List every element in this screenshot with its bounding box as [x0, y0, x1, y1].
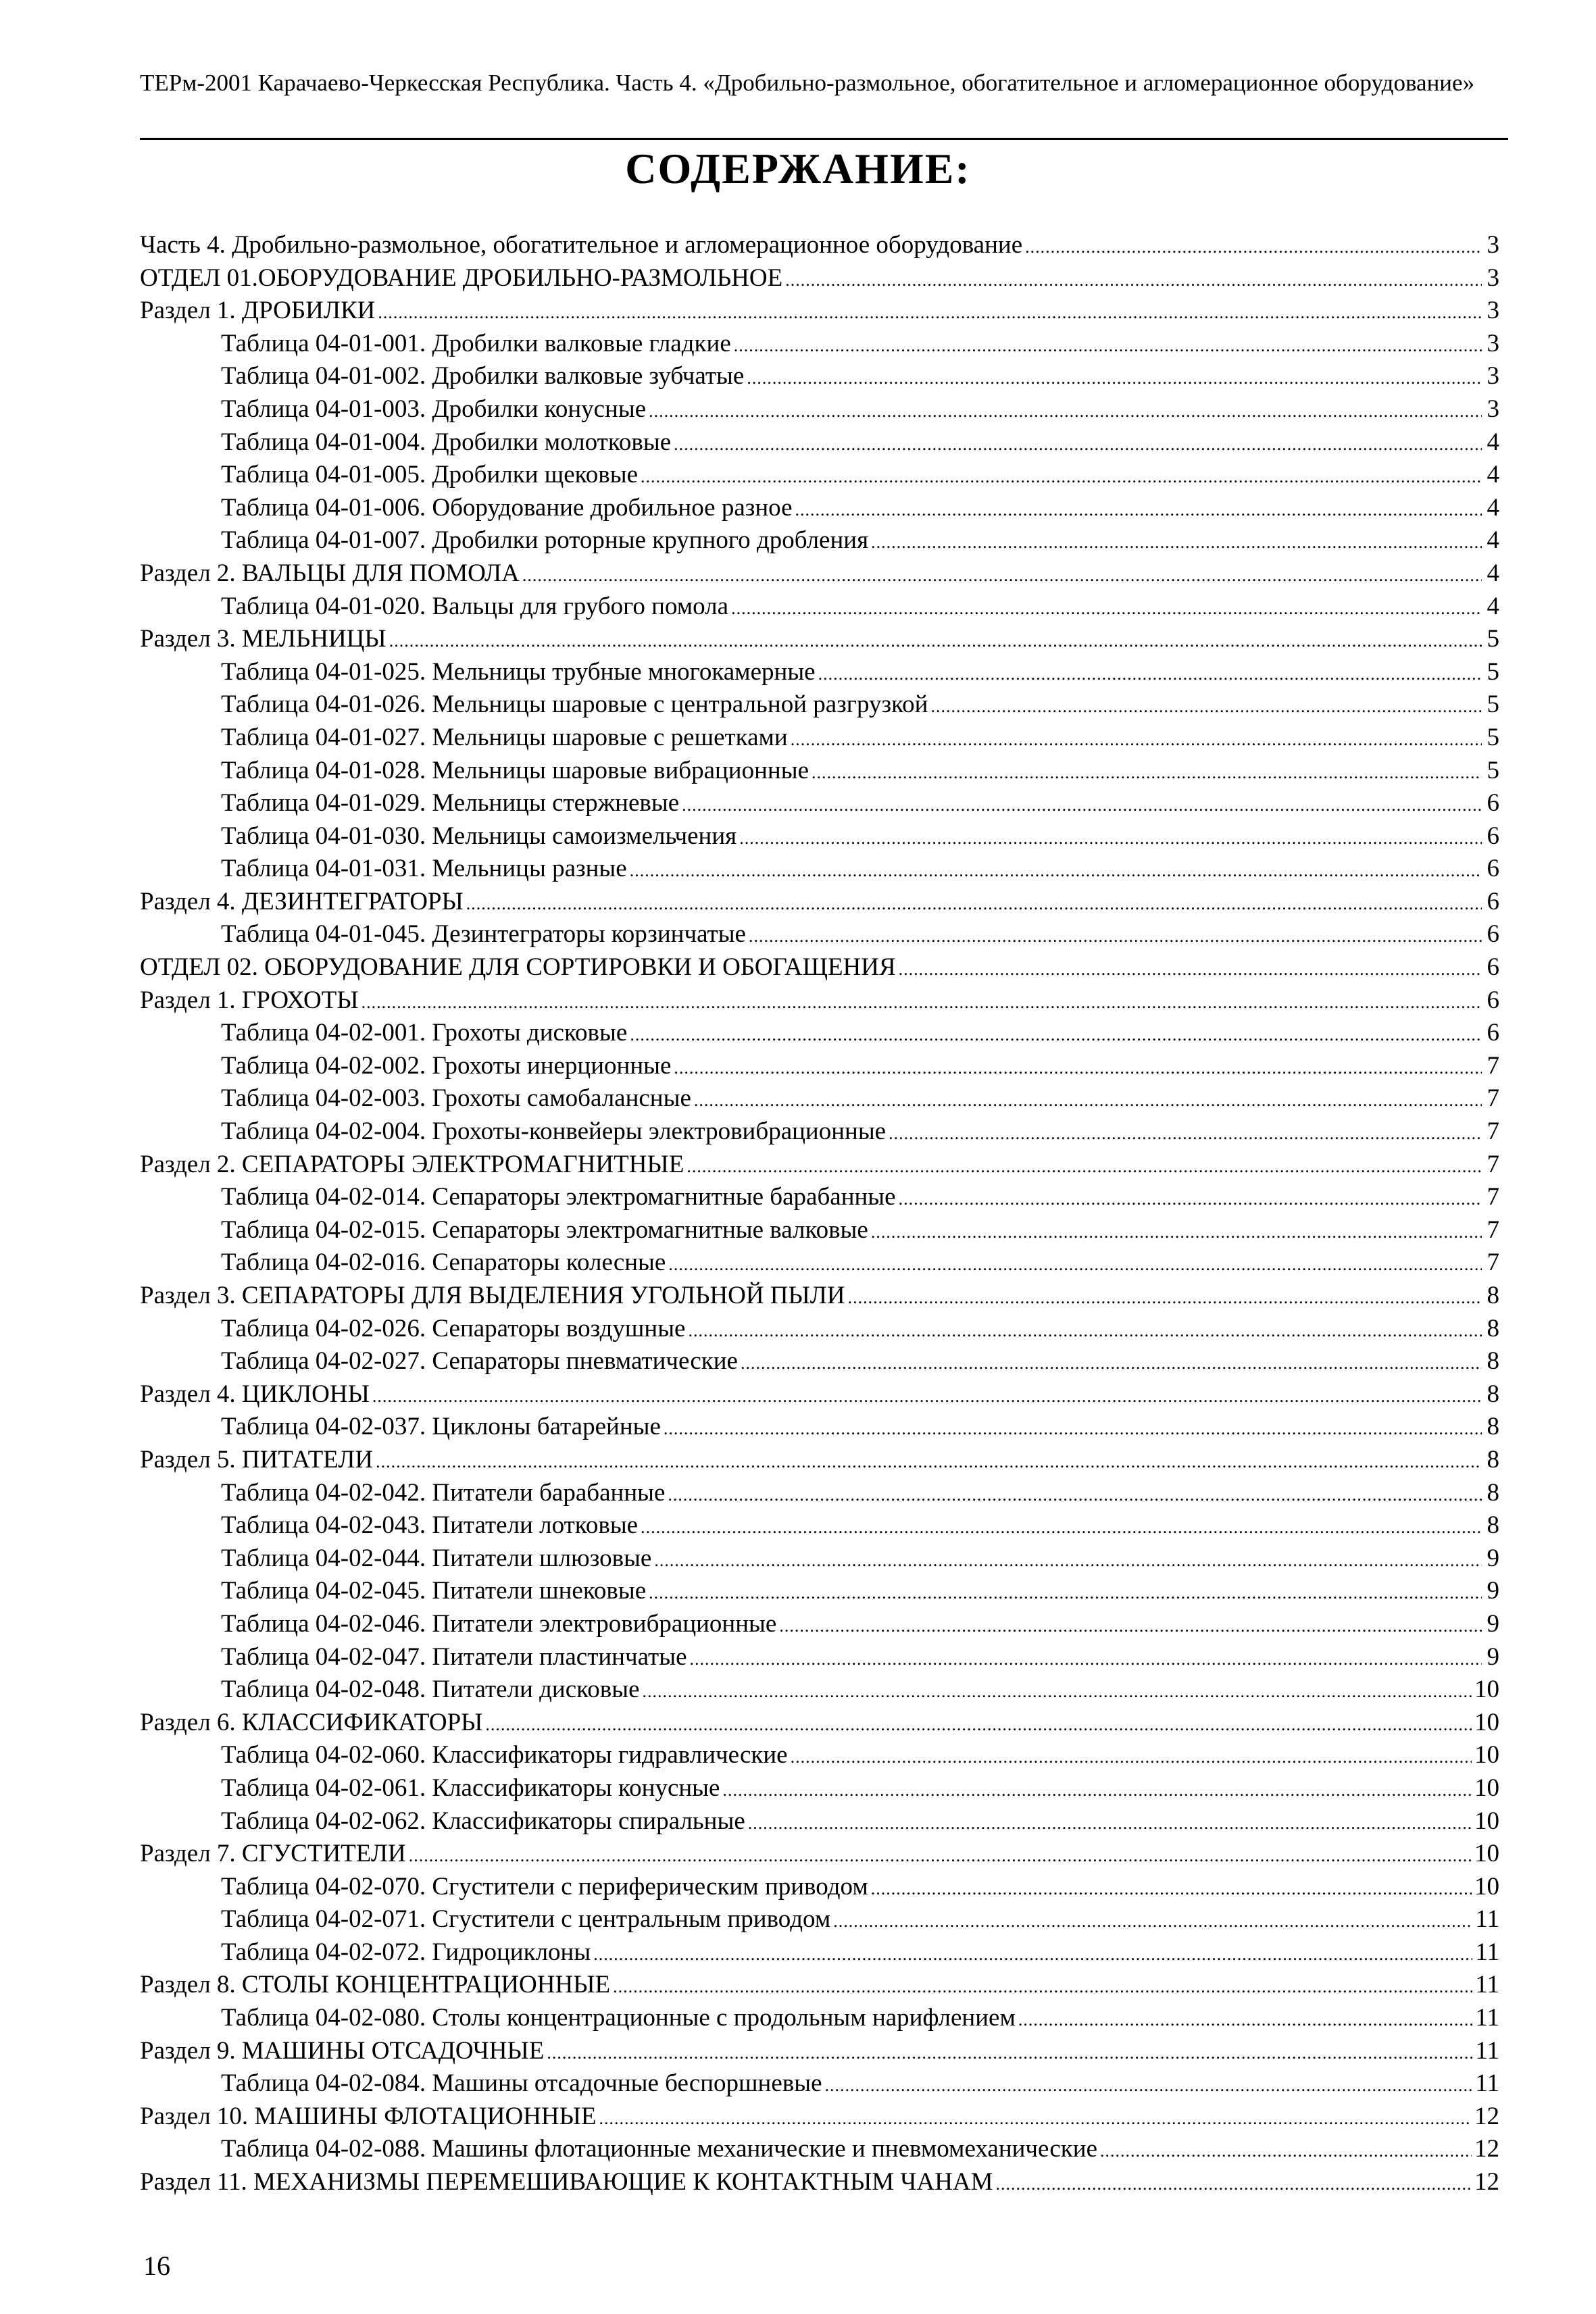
- toc-entry-title: Раздел 11. МЕХАНИЗМЫ ПЕРЕМЕШИВАЮЩИЕ К КОНТАКТНЫМ ЧАНАМ: [140, 2168, 993, 2196]
- dot-leader: [376, 1452, 1482, 1472]
- toc-entry-page: 6: [1487, 789, 1499, 818]
- toc-entry[interactable]: [140, 624, 1499, 657]
- toc-entry-title: Таблица 04-02-088. Машины флотационные механические и пневмомеханические: [221, 2135, 1098, 2163]
- toc-entry-page: 11: [1475, 2004, 1499, 2032]
- toc-entry-title: Таблица 04-01-006. Оборудование дробильное разное: [221, 493, 793, 522]
- dot-leader: [664, 1419, 1482, 1439]
- toc-entry-title: Таблица 04-01-025. Мельницы трубные многокамерные: [221, 657, 816, 686]
- toc-entry-title: Таблица 04-02-026. Сепараторы воздушные: [221, 1314, 686, 1342]
- toc-entry[interactable]: [140, 2069, 1499, 2102]
- toc-entry[interactable]: [140, 1478, 1499, 1511]
- dot-leader: [739, 828, 1482, 849]
- toc-entry-title: Таблица 04-02-060. Классификаторы гидравлические: [221, 1741, 788, 1769]
- toc-entry-page: 5: [1487, 657, 1499, 686]
- toc-entry[interactable]: [140, 788, 1499, 822]
- toc-entry[interactable]: [140, 986, 1499, 1019]
- dot-leader: [649, 1583, 1482, 1603]
- toc-entry-title: Таблица 04-02-045. Питатели шнековые: [221, 1577, 647, 1605]
- toc-entry-title: Таблица 04-01-001. Дробилки валковые гладкие: [221, 329, 731, 357]
- toc-entry-page: 6: [1487, 953, 1499, 982]
- toc-entry-title: Таблица 04-02-071. Сгустители с центральным приводом: [221, 1905, 831, 1934]
- dot-leader: [372, 1386, 1482, 1407]
- toc-entry-title: Раздел 4. ЦИКЛОНЫ: [140, 1380, 370, 1408]
- dot-leader: [649, 401, 1482, 422]
- toc-entry[interactable]: [140, 1051, 1499, 1084]
- toc-entry-title: Раздел 2. СЕПАРАТОРЫ ЭЛЕКТРОМАГНИТНЫЕ: [140, 1150, 684, 1178]
- toc-entry-page: 10: [1474, 1774, 1499, 1802]
- toc-entry-title: Таблица 04-02-046. Питатели электровибрационные: [221, 1609, 777, 1638]
- toc-entry-page: 5: [1487, 690, 1499, 719]
- toc-entry-page: 6: [1487, 855, 1499, 883]
- toc-entry[interactable]: [140, 329, 1499, 362]
- dot-leader: [690, 1649, 1482, 1669]
- toc-entry[interactable]: [140, 953, 1499, 986]
- toc-entry-title: Таблица 04-01-026. Мельницы шаровые с центральной разгрузкой: [221, 690, 928, 719]
- dot-leader: [643, 1682, 1472, 1702]
- toc-entry-page: 6: [1487, 920, 1499, 949]
- toc-entry-title: ОТДЕЛ 02. ОБОРУДОВАНИЕ ДЛЯ СОРТИРОВКИ И ОБОГАЩЕНИЯ: [140, 953, 896, 982]
- toc-entry-page: 8: [1487, 1445, 1499, 1474]
- dot-leader: [641, 467, 1482, 487]
- toc-entry-page: 5: [1487, 723, 1499, 751]
- dot-leader: [1018, 2010, 1473, 2030]
- toc-entry-title: Раздел 10. МАШИНЫ ФЛОТАЦИОННЫЕ: [140, 2102, 597, 2130]
- dot-leader: [899, 1189, 1482, 1209]
- toc-entry-title: Таблица 04-02-014. Сепараторы электромагнитные барабанные: [221, 1183, 896, 1211]
- toc-entry-page: 7: [1487, 1249, 1499, 1277]
- toc-entry-title: Таблица 04-02-037. Циклоны батарейные: [221, 1413, 661, 1441]
- toc-entry[interactable]: [140, 2036, 1499, 2069]
- dot-leader: [547, 2043, 1472, 2063]
- toc-entry-page: 9: [1487, 1609, 1499, 1638]
- dot-leader: [687, 1157, 1482, 1177]
- toc-entry-title: Раздел 3. СЕПАРАТОРЫ ДЛЯ ВЫДЕЛЕНИЯ УГОЛЬНОЙ ПЫЛИ: [140, 1282, 845, 1309]
- toc-entry[interactable]: [140, 1576, 1499, 1609]
- toc-entry[interactable]: [140, 1544, 1499, 1577]
- toc-entry-page: 3: [1487, 362, 1499, 391]
- toc-entry-page: 11: [1475, 1938, 1499, 1966]
- toc-entry[interactable]: [140, 1642, 1499, 1676]
- toc-entry-page: 8: [1487, 1314, 1499, 1342]
- toc-entry[interactable]: [140, 2003, 1499, 2036]
- toc-entry-title: Раздел 1. ДРОБИЛКИ: [140, 297, 376, 325]
- dot-leader: [682, 795, 1482, 815]
- toc-entry-page: 8: [1487, 1282, 1499, 1309]
- toc-entry[interactable]: [140, 887, 1499, 920]
- toc-entry-title: Таблица 04-01-007. Дробилки роторные крупного дробления: [221, 526, 869, 555]
- toc-entry[interactable]: [140, 2167, 1499, 2200]
- toc-entry-title: Таблица 04-01-028. Мельницы шаровые вибрационные: [221, 756, 809, 784]
- running-header-text: ТЕРм-2001 Карачаево-Черкесская Республика. Часть 4. «Дробильно-размольное, обогатительное и агломерационное оборудование»: [140, 70, 1475, 96]
- toc-entry-page: 9: [1487, 1577, 1499, 1605]
- toc-entry[interactable]: [140, 1872, 1499, 1905]
- toc-entry-title: Раздел 8. СТОЛЫ КОНЦЕНТРАЦИОННЫЕ: [140, 1971, 611, 1999]
- toc-entry-page: 3: [1487, 231, 1499, 259]
- dot-leader: [779, 1616, 1482, 1636]
- toc-entry-page: 12: [1474, 2102, 1499, 2130]
- dot-leader: [599, 2109, 1472, 2129]
- dot-leader: [522, 565, 1482, 586]
- toc-entry-page: 6: [1487, 822, 1499, 850]
- dot-leader: [688, 1321, 1482, 1341]
- table-of-contents: [140, 230, 1499, 2200]
- toc-entry[interactable]: [140, 1412, 1499, 1445]
- toc-entry[interactable]: [140, 1215, 1499, 1249]
- toc-entry-title: Раздел 7. СГУСТИТЕЛИ: [140, 1840, 406, 1868]
- dot-leader: [668, 1485, 1482, 1505]
- toc-entry-page: 5: [1487, 756, 1499, 784]
- toc-entry-title: Раздел 9. МАШИНЫ ОТСАДОЧНЫЕ: [140, 2036, 545, 2065]
- dot-leader: [674, 1058, 1482, 1078]
- toc-entry-page: 9: [1487, 1544, 1499, 1572]
- toc-entry-title: Раздел 6. КЛАССИФИКАТОРЫ: [140, 1708, 483, 1736]
- toc-entry-page: 8: [1487, 1380, 1499, 1408]
- toc-entry-page: 8: [1487, 1347, 1499, 1376]
- toc-entry-page: 10: [1474, 1872, 1499, 1901]
- toc-entry[interactable]: [140, 657, 1499, 690]
- dot-leader: [748, 1813, 1472, 1834]
- toc-entry-page: 7: [1487, 1183, 1499, 1211]
- toc-entry[interactable]: [140, 1347, 1499, 1380]
- toc-entry[interactable]: [140, 1905, 1499, 1938]
- toc-entry-page: 4: [1487, 461, 1499, 489]
- toc-entry-title: Таблица 04-02-080. Столы концентрационные с продольным нарифлением: [221, 2004, 1016, 2032]
- toc-entry[interactable]: [140, 592, 1499, 625]
- toc-entry-page: 10: [1474, 1840, 1499, 1868]
- toc-entry-title: Таблица 04-02-003. Грохоты самобалансные: [221, 1084, 691, 1113]
- toc-entry[interactable]: [140, 2102, 1499, 2135]
- toc-entry-title: Таблица 04-02-048. Питатели дисковые: [221, 1676, 640, 1704]
- toc-entry-page: 5: [1487, 625, 1499, 653]
- dot-leader: [818, 664, 1482, 684]
- dot-leader: [825, 2076, 1473, 2096]
- running-header: [140, 68, 1508, 99]
- toc-entry-page: 3: [1487, 395, 1499, 423]
- toc-entry-page: 11: [1475, 1905, 1499, 1934]
- toc-entry[interactable]: [140, 1314, 1499, 1347]
- toc-entry-page: 10: [1474, 1676, 1499, 1704]
- toc-entry[interactable]: [140, 1970, 1499, 2003]
- toc-entry-page: 3: [1487, 329, 1499, 357]
- header-rule: [140, 138, 1508, 140]
- dot-leader: [871, 532, 1482, 553]
- toc-entry[interactable]: [140, 723, 1499, 756]
- toc-entry[interactable]: [140, 920, 1499, 953]
- toc-entry[interactable]: [140, 1675, 1499, 1708]
- toc-entry[interactable]: [140, 1248, 1499, 1281]
- toc-entry-title: Таблица 04-01-031. Мельницы разные: [221, 855, 627, 883]
- toc-entry-title: Раздел 4. ДЕЗИНТЕГРАТОРЫ: [140, 887, 464, 915]
- dot-leader: [630, 1025, 1482, 1045]
- toc-entry[interactable]: [140, 559, 1499, 592]
- dot-leader: [812, 763, 1482, 783]
- dot-leader: [694, 1090, 1482, 1111]
- toc-entry[interactable]: [140, 1117, 1499, 1150]
- toc-entry-title: Таблица 04-01-004. Дробилки молотковые: [221, 428, 672, 456]
- dot-leader: [613, 1977, 1472, 1997]
- dot-leader: [466, 894, 1482, 914]
- toc-entry-page: 11: [1475, 2036, 1499, 2065]
- toc-entry[interactable]: [140, 1839, 1499, 1872]
- toc-entry-page: 7: [1487, 1215, 1499, 1244]
- toc-entry[interactable]: [140, 263, 1499, 297]
- dot-leader: [485, 1715, 1472, 1735]
- toc-entry-page: 9: [1487, 1642, 1499, 1671]
- toc-entry-page: 11: [1475, 2069, 1499, 2098]
- toc-entry[interactable]: [140, 854, 1499, 887]
- toc-entry-title: Таблица 04-02-070. Сгустители с периферическим приводом: [221, 1872, 868, 1901]
- toc-entry-title: Таблица 04-01-020. Вальцы для грубого помола: [221, 592, 729, 620]
- toc-entry-page: 10: [1474, 1708, 1499, 1736]
- dot-leader: [722, 1780, 1472, 1801]
- toc-entry-title: Таблица 04-02-002. Грохоты инерционные: [221, 1051, 672, 1080]
- toc-entry-page: 7: [1487, 1117, 1499, 1146]
- dot-leader: [930, 697, 1482, 717]
- dot-leader: [361, 992, 1482, 1013]
- toc-entry[interactable]: [140, 1807, 1499, 1840]
- toc-entry-title: Раздел 3. МЕЛЬНИЦЫ: [140, 625, 386, 653]
- toc-entry[interactable]: [140, 1938, 1499, 1971]
- toc-entry-page: 4: [1487, 526, 1499, 555]
- toc-entry-title: Таблица 04-02-004. Грохоты-конвейеры электровибрационные: [221, 1117, 887, 1146]
- toc-entry-page: 8: [1487, 1478, 1499, 1507]
- toc-entry-title: Таблица 04-02-001. Грохоты дисковые: [221, 1019, 628, 1047]
- dot-leader: [791, 1747, 1472, 1767]
- toc-entry[interactable]: [140, 690, 1499, 723]
- dot-leader: [848, 1288, 1482, 1308]
- toc-entry[interactable]: [140, 361, 1499, 395]
- toc-entry[interactable]: [140, 428, 1499, 461]
- toc-entry-title: Таблица 04-02-062. Классификаторы спиральные: [221, 1807, 745, 1835]
- toc-entry-page: 6: [1487, 887, 1499, 915]
- toc-entry-title: Таблица 04-01-029. Мельницы стержневые: [221, 789, 680, 818]
- toc-entry[interactable]: [140, 230, 1499, 263]
- toc-entry-page: 7: [1487, 1084, 1499, 1113]
- toc-entry-title: Раздел 1. ГРОХОТЫ: [140, 986, 359, 1014]
- dot-leader: [747, 368, 1482, 388]
- dot-leader: [1025, 237, 1482, 257]
- toc-entry[interactable]: [140, 1380, 1499, 1413]
- toc-entry-title: Таблица 04-02-043. Питатели лотковые: [221, 1511, 639, 1540]
- toc-entry-page: 12: [1474, 2135, 1499, 2163]
- toc-entry-title: Таблица 04-02-084. Машины отсадочные беспоршневые: [221, 2069, 822, 2098]
- dot-leader: [389, 631, 1482, 651]
- dot-leader: [654, 1551, 1482, 1571]
- toc-entry-title: Таблица 04-02-016. Сепараторы колесные: [221, 1249, 666, 1277]
- dot-leader: [785, 270, 1482, 291]
- toc-entry[interactable]: [140, 1740, 1499, 1774]
- toc-entry-title: Таблица 04-02-061. Классификаторы конусные: [221, 1774, 720, 1802]
- toc-entry-page: 7: [1487, 1051, 1499, 1080]
- toc-entry-title: ОТДЕЛ 01.ОБОРУДОВАНИЕ ДРОБИЛЬНО-РАЗМОЛЬНОЕ: [140, 263, 783, 292]
- toc-entry-title: Таблица 04-02-015. Сепараторы электромагнитные валковые: [221, 1215, 868, 1244]
- toc-entry-title: Таблица 04-01-030. Мельницы самоизмельчения: [221, 822, 737, 850]
- page-title: СОДЕРЖАНИЕ:: [625, 145, 971, 193]
- dot-leader: [731, 599, 1482, 619]
- toc-entry-page: 4: [1487, 592, 1499, 620]
- toc-entry-page: 3: [1487, 263, 1499, 292]
- toc-entry[interactable]: [140, 460, 1499, 493]
- dot-leader: [996, 2174, 1472, 2194]
- toc-entry-page: 10: [1474, 1741, 1499, 1769]
- toc-entry-page: 7: [1487, 1150, 1499, 1178]
- toc-entry[interactable]: [140, 822, 1499, 855]
- toc-entry-page: 10: [1474, 1807, 1499, 1835]
- toc-entry-title: Таблица 04-01-002. Дробилки валковые зубчатые: [221, 362, 745, 391]
- toc-entry-page: 6: [1487, 986, 1499, 1014]
- toc-entry[interactable]: [140, 1774, 1499, 1807]
- toc-entry[interactable]: [140, 1511, 1499, 1544]
- toc-entry[interactable]: [140, 395, 1499, 428]
- dot-leader: [668, 1255, 1482, 1275]
- page-number: 16: [143, 2250, 170, 2281]
- dot-leader: [899, 959, 1482, 980]
- toc-entry[interactable]: [140, 1609, 1499, 1642]
- toc-entry-title: Таблица 04-01-003. Дробилки конусные: [221, 395, 647, 423]
- dot-leader: [871, 1879, 1472, 1899]
- toc-entry-title: Часть 4. Дробильно-размольное, обогатительное и агломерационное оборудование: [140, 231, 1023, 259]
- toc-entry[interactable]: [140, 1708, 1499, 1741]
- toc-entry-page: 11: [1475, 1971, 1499, 1999]
- toc-entry[interactable]: [140, 756, 1499, 789]
- toc-entry-page: 4: [1487, 428, 1499, 456]
- dot-leader: [734, 336, 1482, 356]
- dot-leader: [791, 730, 1482, 750]
- toc-entry-title: Раздел 5. ПИТАТЕЛИ: [140, 1445, 374, 1474]
- toc-entry[interactable]: [140, 526, 1499, 559]
- toc-entry-title: Таблица 04-02-027. Сепараторы пневматические: [221, 1347, 738, 1376]
- toc-entry-page: 3: [1487, 297, 1499, 325]
- toc-entry[interactable]: [140, 1150, 1499, 1183]
- dot-leader: [409, 1846, 1472, 1866]
- toc-entry-title: Таблица 04-01-027. Мельницы шаровые с решетками: [221, 723, 788, 751]
- dot-leader: [641, 1517, 1482, 1538]
- toc-entry[interactable]: [140, 1084, 1499, 1117]
- dot-leader: [871, 1222, 1482, 1242]
- toc-entry-title: Таблица 04-01-005. Дробилки щековые: [221, 461, 639, 489]
- toc-entry[interactable]: [140, 1018, 1499, 1051]
- dot-leader: [795, 500, 1482, 520]
- toc-entry-title: Таблица 04-02-072. Гидроциклоны: [221, 1938, 591, 1966]
- toc-entry-title: Таблица 04-02-042. Питатели барабанные: [221, 1478, 666, 1507]
- toc-entry-page: 8: [1487, 1413, 1499, 1441]
- toc-entry[interactable]: [140, 493, 1499, 526]
- dot-leader: [674, 434, 1482, 455]
- toc-entry[interactable]: [140, 296, 1499, 329]
- toc-entry[interactable]: [140, 1445, 1499, 1478]
- toc-entry-title: Раздел 2. ВАЛЬЦЫ ДЛЯ ПОМОЛА: [140, 559, 520, 587]
- dot-leader: [593, 1944, 1472, 1965]
- dot-leader: [1100, 2141, 1472, 2161]
- dot-leader: [378, 303, 1482, 323]
- toc-entry[interactable]: [140, 2134, 1499, 2167]
- toc-entry-page: 6: [1487, 1019, 1499, 1047]
- toc-entry-page: 4: [1487, 559, 1499, 587]
- dot-leader: [889, 1124, 1482, 1144]
- toc-entry-title: Таблица 04-02-047. Питатели пластинчатые: [221, 1642, 687, 1671]
- toc-entry-page: 8: [1487, 1511, 1499, 1540]
- dot-leader: [833, 1911, 1472, 1932]
- dot-leader: [630, 861, 1482, 881]
- toc-entry-title: Таблица 04-02-044. Питатели шлюзовые: [221, 1544, 652, 1572]
- toc-entry-title: Таблица 04-01-045. Дезинтеграторы корзинчатые: [221, 920, 746, 949]
- dot-leader: [741, 1353, 1482, 1374]
- toc-entry[interactable]: [140, 1281, 1499, 1314]
- toc-entry[interactable]: [140, 1182, 1499, 1215]
- toc-entry-page: 12: [1474, 2168, 1499, 2196]
- toc-entry-page: 4: [1487, 493, 1499, 522]
- dot-leader: [749, 926, 1482, 947]
